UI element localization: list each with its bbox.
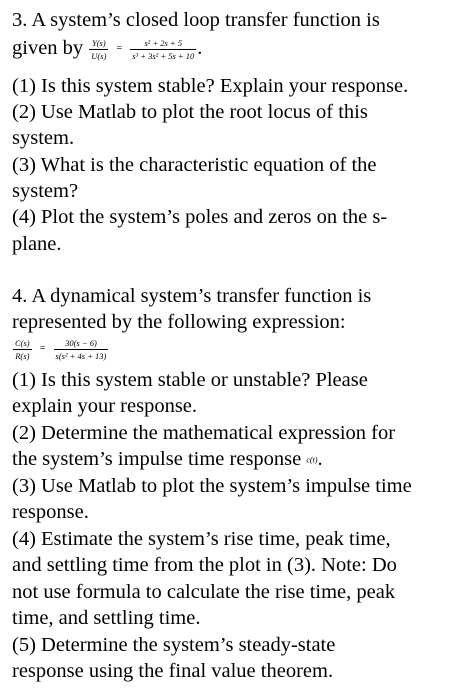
q3-part-1: (1) Is this system stable? Explain your response. bbox=[12, 75, 409, 97]
q4-part-3-line-1: (3) Use Matlab to plot the system’s impulse time bbox=[12, 475, 412, 497]
q3-part-2-line-1: (2) Use Matlab to plot the root locus of this bbox=[12, 101, 368, 123]
document-page bbox=[12, 0, 464, 700]
q4-part-4-line-1: (4) Estimate the system’s rise time, peak time, bbox=[12, 528, 391, 550]
q4-part-5-line-1: (5) Determine the system’s steady-state bbox=[12, 634, 336, 656]
q4-part-2-text: the system’s impulse time response bbox=[12, 448, 302, 470]
q3-tf-left-fraction bbox=[89, 38, 108, 61]
q4-tf-right-fraction bbox=[54, 338, 109, 361]
q4-impulse-symbol: c(t) bbox=[306, 455, 318, 465]
q4-tf-left-fraction bbox=[13, 338, 32, 361]
q4-part-5-line-2: response using the final value theorem. bbox=[12, 660, 334, 682]
q4-part-4-line-3: not use formula to calculate the rise time, peak bbox=[12, 581, 396, 603]
q4-equals-sign: = bbox=[39, 343, 46, 355]
q3-heading: 3. A system’s closed loop transfer function is bbox=[12, 9, 380, 31]
q4-part-3-line-2: response. bbox=[12, 501, 89, 523]
q4-tf-left-denominator: R(s) bbox=[15, 350, 30, 361]
q3-period: . bbox=[197, 37, 203, 59]
q3-part-4-line-1: (4) Plot the system’s poles and zeros on the s- bbox=[12, 206, 388, 228]
q4-part-4-line-2: and settling time from the plot in (3). Note: Do bbox=[12, 554, 397, 576]
q4-part-2-period: . bbox=[317, 448, 323, 470]
q4-part-1-line-2: explain your response. bbox=[12, 395, 198, 417]
q4-part-2-line-2 bbox=[12, 447, 323, 472]
q3-equals-sign: = bbox=[116, 43, 123, 55]
q4-transfer-function-line bbox=[12, 336, 109, 361]
q3-given-by: given by bbox=[12, 37, 84, 59]
q4-heading-line-2: represented by the following expression: bbox=[12, 311, 346, 333]
q4-tf-right-numerator: 30(s − 6) bbox=[54, 338, 109, 350]
q3-tf-right-numerator: s² + 2s + 5 bbox=[130, 38, 196, 50]
q3-tf-right-fraction bbox=[130, 38, 196, 61]
q4-part-1-line-1: (1) Is this system stable or unstable? Please bbox=[12, 369, 368, 391]
q3-part-4-line-2: plane. bbox=[12, 233, 62, 255]
q3-part-3-line-2: system? bbox=[12, 180, 79, 202]
q3-tf-left-denominator: U(s) bbox=[91, 50, 107, 61]
q4-part-2-line-1: (2) Determine the mathematical expression for bbox=[12, 422, 396, 444]
q3-part-2-line-2: system. bbox=[12, 127, 75, 149]
q4-tf-left-numerator: C(s) bbox=[15, 337, 30, 348]
q3-tf-right-denominator: s³ + 3s² + 5s + 10 bbox=[132, 50, 195, 61]
q4-heading-line-1: 4. A dynamical system’s transfer function is bbox=[12, 285, 372, 307]
q3-part-3-line-1: (3) What is the characteristic equation of the bbox=[12, 154, 377, 176]
q3-transfer-function-line bbox=[12, 36, 202, 61]
q3-tf-left-numerator: Y(s) bbox=[89, 38, 108, 50]
q4-tf-right-denominator: s(s² + 4s + 13) bbox=[55, 350, 107, 361]
q4-part-4-line-4: time, and settling time. bbox=[12, 607, 201, 629]
